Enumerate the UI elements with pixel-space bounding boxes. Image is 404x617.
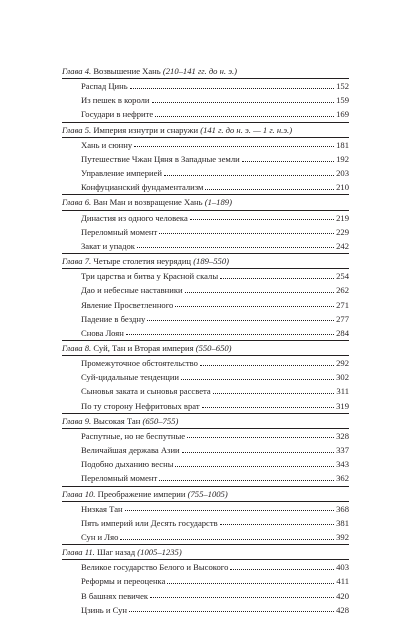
toc-entry [62, 384, 349, 398]
toc-entry-title: Из пешек в короли [81, 95, 150, 106]
toc-entry-page: 284 [336, 327, 349, 338]
dot-leader [175, 466, 334, 467]
chapter-heading [62, 544, 349, 560]
dot-leader [147, 320, 334, 321]
toc-entry-title: Промежуточное обстоятельство [81, 358, 198, 369]
toc-entry-page: 262 [336, 285, 349, 296]
toc-entry [62, 589, 349, 603]
dot-leader [167, 583, 334, 584]
toc-entry-title: Путешествие Чжан Цяня в Западные земли [81, 153, 240, 164]
toc-entry-title: В башнях певичек [81, 590, 149, 601]
toc-entry [62, 399, 349, 413]
chapter-title: Возвышение Хань [93, 66, 161, 76]
toc-entry [62, 502, 349, 516]
toc-entry [62, 356, 349, 370]
toc-entry [62, 457, 349, 471]
toc-entry [62, 239, 349, 253]
dot-leader [152, 102, 335, 103]
dot-leader [230, 569, 334, 570]
chapter-label: Глава 7. [62, 256, 92, 267]
toc-entry [62, 312, 349, 326]
chapter-range: (650–755) [142, 415, 179, 426]
dot-leader [200, 365, 334, 366]
chapter-title: Четыре столетия неурядиц [93, 256, 192, 267]
chapter-title: Империя изнутри и снаружи [93, 124, 199, 135]
toc-entry [62, 269, 349, 283]
toc-entry-page: 319 [336, 400, 349, 411]
dot-leader [150, 597, 334, 598]
dot-leader [155, 116, 334, 117]
toc-entry-page: 181 [336, 139, 349, 150]
toc-entry-title: Величайшая держава Азии [81, 445, 180, 456]
toc-entry-page: 219 [336, 212, 349, 223]
toc-entry-page: 368 [336, 503, 349, 514]
toc-entry-title: Хань и сюнну [81, 139, 133, 150]
toc-entry [62, 560, 349, 574]
toc-entry-page: 362 [336, 473, 349, 484]
chapter-heading [62, 122, 349, 138]
chapter-range: (1–189) [204, 197, 232, 208]
toc-entry [62, 180, 349, 194]
chapter-label: Глава 8. [62, 342, 92, 353]
chapter-heading [62, 253, 349, 269]
toc-entry [62, 79, 349, 93]
dot-leader [181, 379, 334, 380]
toc-entry-page: 169 [336, 109, 349, 120]
dot-leader [159, 233, 334, 234]
toc-entry-page: 192 [336, 153, 349, 164]
toc-entry [62, 152, 349, 166]
toc-entry-title: Падение в бездну [81, 313, 146, 324]
toc-entry [62, 471, 349, 485]
toc-entry-page: 152 [336, 81, 349, 92]
toc-entry-page: 242 [336, 240, 349, 251]
chapter-label: Глава 5. [62, 124, 92, 135]
toc-entry-page: 328 [336, 430, 349, 441]
toc-entry-page: 277 [336, 313, 349, 324]
chapter-title: Суй, Тан и Вторая империя [93, 342, 194, 353]
toc-entry-page: 302 [336, 372, 349, 383]
toc-entry-title: Государи в нефрите [81, 109, 154, 120]
toc-entry-title: Закат и упадок [81, 240, 135, 251]
toc-entry-title: Сыновья заката и сыновья рассвета [81, 386, 211, 397]
toc-entry-page: 420 [336, 590, 349, 601]
toc-entry-title: Переломный момент [81, 473, 158, 484]
toc-entry-page: 428 [336, 604, 349, 615]
toc-entry-title: Пять империй или Десять государств [81, 517, 218, 528]
chapter-heading [62, 486, 349, 502]
toc-entry-page: 254 [336, 271, 349, 282]
toc-entry-page: 337 [336, 445, 349, 456]
toc-entry-page: 229 [336, 226, 349, 237]
dot-leader [190, 219, 334, 220]
toc-entry-page: 292 [336, 358, 349, 369]
chapter-range: (550–650) [195, 342, 232, 353]
toc-entry [62, 283, 349, 297]
chapter-heading [62, 413, 349, 429]
chapter-label: Глава 4. [62, 66, 92, 76]
chapter-heading [62, 340, 349, 356]
toc-entry-title: Три царства и битва у Красной скалы [81, 271, 219, 282]
table-of-contents [62, 64, 349, 617]
toc-entry [62, 326, 349, 340]
toc-entry-page: 203 [336, 168, 349, 179]
toc-entry-title: Подобно дыханию весны [81, 459, 174, 470]
toc-entry [62, 370, 349, 384]
toc-entry [62, 166, 349, 180]
dot-leader [242, 161, 334, 162]
toc-entry-title: Низкая Тан [81, 503, 123, 514]
chapter-heading-text [62, 195, 232, 209]
chapter-heading-text [62, 64, 237, 78]
toc-entry-title: Дао и небесные наставники [81, 285, 183, 296]
toc-entry-title: Реформы и переоценка [81, 576, 166, 587]
toc-entry-title: Великое государство Белого и Высокого [81, 562, 229, 573]
chapter-label: Глава 6. [62, 197, 92, 208]
toc-entry-page: 411 [336, 576, 349, 587]
chapter-heading [62, 194, 349, 210]
toc-entry [62, 211, 349, 225]
dot-leader [220, 524, 334, 525]
chapter-heading-text [62, 341, 232, 355]
toc-entry-title: Переломный момент [81, 226, 158, 237]
toc-entry-title: Управление империей [81, 168, 163, 179]
dot-leader [164, 175, 334, 176]
toc-entry [62, 443, 349, 457]
dot-leader [129, 611, 334, 612]
dot-leader [205, 189, 334, 190]
toc-entry [62, 574, 349, 588]
chapter-range: (755–1005) [187, 488, 228, 499]
toc-entry-title: Снова Лоян [81, 327, 124, 338]
chapter-heading [62, 64, 349, 79]
toc-entry-title: Конфуцианский фундаментализм [81, 182, 204, 193]
chapter-heading-text [62, 123, 292, 137]
toc-entry-page: 381 [336, 517, 349, 528]
toc-entry [62, 138, 349, 152]
toc-entry-title: Сун и Ляо [81, 532, 119, 542]
chapter-heading-text [62, 487, 228, 501]
toc-entry [62, 225, 349, 239]
toc-entry-page: 311 [336, 386, 349, 397]
chapter-range: (1005–1235) [137, 547, 182, 558]
chapter-label: Глава 10. [62, 488, 96, 499]
dot-leader [126, 334, 334, 335]
dot-leader [175, 306, 334, 307]
toc-entry-page: 343 [336, 459, 349, 470]
chapter-title: Ван Ман и возвращение Хань [93, 197, 203, 208]
dot-leader [159, 480, 334, 481]
dot-leader [187, 437, 334, 438]
dot-leader [134, 146, 334, 147]
toc-entry [62, 93, 349, 107]
chapter-range: (189–550) [193, 256, 229, 267]
chapter-title: Шаг назад [96, 547, 136, 558]
toc-entry-page: 159 [336, 95, 349, 106]
toc-entry-title: Распад Цинь [81, 81, 128, 92]
dot-leader [202, 407, 334, 408]
toc-entry [62, 530, 349, 544]
dot-leader [182, 452, 334, 453]
toc-entry [62, 603, 349, 617]
toc-entry [62, 298, 349, 312]
chapter-heading-text [62, 414, 178, 428]
chapter-range: (210–141 гг. до н. э.) [162, 66, 237, 76]
dot-leader [130, 88, 334, 89]
toc-entry [62, 107, 349, 121]
dot-leader [120, 539, 334, 540]
dot-leader [125, 510, 335, 511]
dot-leader [213, 393, 335, 394]
toc-entry-page: 271 [336, 299, 349, 310]
toc-entry-title: Явление Просветленного [81, 299, 174, 310]
toc-entry-title: Распутные, но не беспутные [81, 430, 186, 441]
toc-entry [62, 516, 349, 530]
chapter-title: Преображение империи [97, 488, 186, 499]
toc-entry-page: 210 [336, 182, 349, 193]
dot-leader [185, 292, 334, 293]
toc-entry-title: Династия из одного человека [81, 212, 188, 223]
toc-entry-title: Суй-цидальные тенденции [81, 372, 180, 383]
chapter-heading-text [62, 545, 182, 559]
dot-leader [220, 278, 334, 279]
toc-entry-title: По ту сторону Нефритовых врат [81, 400, 200, 411]
chapter-title: Высокая Тан [93, 415, 141, 426]
toc-entry [62, 429, 349, 443]
toc-entry-page: 403 [336, 562, 349, 573]
chapter-label: Глава 9. [62, 415, 92, 426]
dot-leader [137, 247, 334, 248]
chapter-label: Глава 11. [62, 547, 95, 558]
toc-entry-page: 392 [336, 532, 349, 542]
chapter-range: (141 г. до н. э. — 1 г. н.э.) [200, 124, 293, 135]
chapter-heading-text [62, 254, 229, 268]
toc-entry-title: Цзинь и Сун [81, 604, 128, 615]
